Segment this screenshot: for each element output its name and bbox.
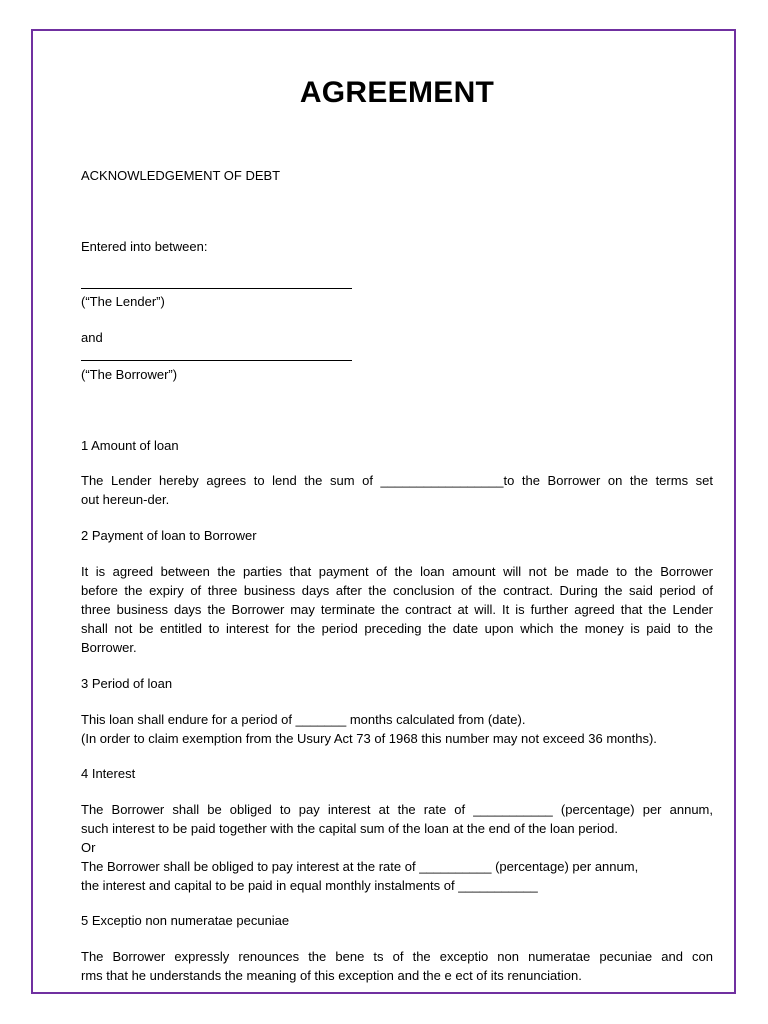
body-line: three business days the Borrower may terminate the contract at will. It is further agreed that the Lender bbox=[81, 602, 713, 617]
body-line: The Lender hereby agrees to lend the sum of _________________to the Borrower on the terms set bbox=[81, 473, 713, 488]
body-line: This loan shall endure for a period of _______ months calculated from (date). bbox=[81, 712, 526, 727]
section-heading-exceptio: 5 Exceptio non numeratae pecuniae bbox=[81, 913, 290, 928]
section-body-amount-of-loan bbox=[81, 471, 713, 509]
body-line: before the expiry of three business days after the conclusion of the contract. During the said period of bbox=[81, 583, 713, 598]
section-heading-period-of-loan: 3 Period of loan bbox=[81, 676, 173, 691]
lender-signature-line bbox=[81, 288, 352, 289]
section-heading-payment-of-loan: 2 Payment of loan to Borrower bbox=[81, 528, 257, 543]
body-line: the interest and capital to be paid in equal monthly instalments of ___________ bbox=[81, 878, 538, 893]
body-line: It is agreed between the parties that payment of the loan amount will not be made to the Borrower bbox=[81, 564, 713, 579]
body-line: such interest to be paid together with the capital sum of the loan at the end of the loan period. bbox=[81, 821, 618, 836]
document-title: AGREEMENT bbox=[299, 76, 495, 109]
body-line: (In order to claim exemption from the Usury Act 73 of 1968 this number may not exceed 36 months). bbox=[81, 731, 657, 746]
section-body-period-of-loan bbox=[81, 710, 713, 748]
section-body-payment-of-loan bbox=[81, 562, 713, 657]
body-line: The Borrower shall be obliged to pay interest at the rate of __________ (percentage) per annum, bbox=[81, 859, 639, 874]
borrower-label: (“The Borrower”) bbox=[81, 367, 178, 382]
body-line: The Borrower expressly renounces the bene ts of the exceptio non numeratae pecuniae and con bbox=[81, 949, 713, 964]
section-heading-amount-of-loan: 1 Amount of loan bbox=[81, 438, 179, 453]
body-line: shall not be entitled to interest for the period preceding the date upon which the money is paid to the bbox=[81, 621, 713, 636]
borrower-signature-line bbox=[81, 360, 352, 361]
entered-into-label: Entered into between: bbox=[81, 239, 208, 254]
and-label: and bbox=[81, 330, 103, 345]
lender-label: (“The Lender”) bbox=[81, 294, 165, 309]
body-line: The Borrower shall be obliged to pay interest at the rate of ___________ (percentage) per annum, bbox=[81, 802, 713, 817]
body-line: rms that he understands the meaning of this exception and the e ect of its renunciation. bbox=[81, 968, 582, 983]
body-line: Borrower. bbox=[81, 640, 137, 655]
body-line: out hereun-der. bbox=[81, 492, 170, 507]
body-line: Or bbox=[81, 840, 96, 855]
section-heading-interest: 4 Interest bbox=[81, 766, 136, 781]
section-body-exceptio bbox=[81, 947, 713, 985]
document-subtitle: ACKNOWLEDGEMENT OF DEBT bbox=[81, 168, 281, 183]
section-body-interest bbox=[81, 800, 713, 895]
